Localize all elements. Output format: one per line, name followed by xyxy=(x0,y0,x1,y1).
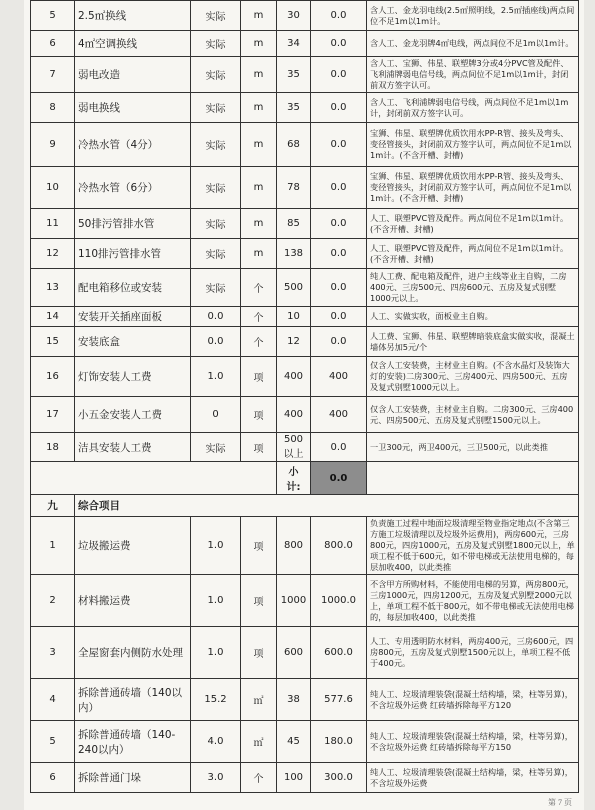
table-row xyxy=(31,397,579,433)
table-row xyxy=(31,307,579,327)
unit: 个 xyxy=(241,763,277,793)
unit: ㎡ xyxy=(241,721,277,763)
quantity-method: 实际 xyxy=(191,1,241,31)
table-row xyxy=(31,269,579,307)
unit: m xyxy=(241,209,277,239)
quotation-table xyxy=(30,0,579,793)
unit: m xyxy=(241,57,277,93)
page-footer: 第 7 页 xyxy=(548,798,572,807)
line-total: 1000.0 xyxy=(311,575,367,627)
item-note: 纯人工、垃圾清理装袋(混凝土结构墙，梁，柱等另算)，不含垃圾外运费 红砖墙拆除每平方120 xyxy=(367,679,579,721)
line-total: 0.0 xyxy=(311,93,367,123)
item-note: 含人工、金龙羽牌4㎡电线，两点间位不足1m以1m计。 xyxy=(367,31,579,57)
row-number: 17 xyxy=(31,397,75,433)
quantity-method: 3.0 xyxy=(191,763,241,793)
unit-price: 500 xyxy=(277,269,311,307)
item-note: 一卫300元，两卫400元，三卫500元，以此类推 xyxy=(367,433,579,462)
unit-price: 100 xyxy=(277,763,311,793)
row-number: 7 xyxy=(31,57,75,93)
quantity-method: 实际 xyxy=(191,31,241,57)
table-row xyxy=(31,721,579,763)
unit-price: 12 xyxy=(277,327,311,357)
table-row xyxy=(31,123,579,167)
table-row xyxy=(31,517,579,575)
table-row xyxy=(31,57,579,93)
item-name: 安装开关插座面板 xyxy=(75,307,191,327)
unit-price: 400 xyxy=(277,397,311,433)
item-note: 宝狮、伟星、联塑牌优质饮用水PP-R管、接头及弯头、变径管接头，封闭前双方签字认可，两点间位不足1m以1m计。(不含开槽、封槽) xyxy=(367,167,579,209)
row-number: 11 xyxy=(31,209,75,239)
line-total: 400 xyxy=(311,357,367,397)
row-number: 5 xyxy=(31,721,75,763)
item-note: 不含甲方所购材料，不能使用电梯的另算，两房800元，三房1000元，四房1200元，五房及复式别墅2000元以上，单项工程不低于800元，如不带电梯或无法使用电梯的，每层加收400，以此类推 xyxy=(367,575,579,627)
table-row xyxy=(31,209,579,239)
unit-price: 68 xyxy=(277,123,311,167)
item-note: 含人工、飞利浦牌弱电信号线，两点间位不足1m以1m计，封闭前双方签字认可。 xyxy=(367,93,579,123)
unit-price: 400 xyxy=(277,357,311,397)
unit-price: 35 xyxy=(277,57,311,93)
unit: 项 xyxy=(241,357,277,397)
quantity-method: 1.0 xyxy=(191,627,241,679)
subtotal-value: 0.0 xyxy=(311,462,367,495)
row-number: 2 xyxy=(31,575,75,627)
electric-plumbing-rows xyxy=(31,1,579,462)
unit: 个 xyxy=(241,307,277,327)
item-name: 材料搬运费 xyxy=(75,575,191,627)
unit-price: 500以上 xyxy=(277,433,311,462)
table-row xyxy=(31,763,579,793)
item-name: 拆除普通门垛 xyxy=(75,763,191,793)
table-row xyxy=(31,327,579,357)
row-number: 16 xyxy=(31,357,75,397)
unit: 个 xyxy=(241,327,277,357)
line-total: 0.0 xyxy=(311,167,367,209)
table-row xyxy=(31,93,579,123)
item-note: 宝狮、伟星、联塑牌优质饮用水PP-R管、接头及弯头、变径管接头，封闭前双方签字认可，两点间位不足1m以1m计。(不含开槽、封槽) xyxy=(367,123,579,167)
unit-price: 38 xyxy=(277,679,311,721)
table-row xyxy=(31,167,579,209)
table-row xyxy=(31,627,579,679)
unit: 项 xyxy=(241,433,277,462)
item-note: 仅含人工安装费，主材业主自购。二房300元、三房400元、四房500元、五房及复式别墅1500元以上。 xyxy=(367,397,579,433)
line-total: 600.0 xyxy=(311,627,367,679)
unit-price: 600 xyxy=(277,627,311,679)
quantity-method: 实际 xyxy=(191,209,241,239)
table-row xyxy=(31,31,579,57)
item-name: 弱电换线 xyxy=(75,93,191,123)
row-number: 3 xyxy=(31,627,75,679)
row-number: 13 xyxy=(31,269,75,307)
unit: 项 xyxy=(241,397,277,433)
quantity-method: 实际 xyxy=(191,167,241,209)
line-total: 300.0 xyxy=(311,763,367,793)
quantity-method: 0.0 xyxy=(191,307,241,327)
item-name: 拆除普通砖墙（140以内） xyxy=(75,679,191,721)
unit-price: 30 xyxy=(277,1,311,31)
item-note: 纯人工、垃圾清理装袋(混凝土结构墙，梁，柱等另算)，不含垃圾外运费 红砖墙拆除每平方150 xyxy=(367,721,579,763)
item-name: 安装底盒 xyxy=(75,327,191,357)
unit: 项 xyxy=(241,517,277,575)
row-number: 8 xyxy=(31,93,75,123)
row-number: 12 xyxy=(31,239,75,269)
item-note: 纯人工费、配电箱及配件，进户主线等业主自购，二房400元、三房500元、四房600元、五房及复式别墅1000元以上。 xyxy=(367,269,579,307)
quantity-method: 实际 xyxy=(191,57,241,93)
line-total: 0.0 xyxy=(311,433,367,462)
quantity-method: 1.0 xyxy=(191,575,241,627)
item-name: 50排污管排水管 xyxy=(75,209,191,239)
quantity-method: 实际 xyxy=(191,123,241,167)
item-name: 垃圾搬运费 xyxy=(75,517,191,575)
quantity-method: 实际 xyxy=(191,433,241,462)
item-name: 2.5㎡换线 xyxy=(75,1,191,31)
subtotal-row xyxy=(31,462,579,517)
line-total: 0.0 xyxy=(311,209,367,239)
item-note: 仅含人工安装费，主材业主自购。(不含水晶灯及装饰大灯的安装)二房300元、三房400元、四房500元、五房及复式别墅1000元以上。 xyxy=(367,357,579,397)
unit: 个 xyxy=(241,269,277,307)
line-total: 0.0 xyxy=(311,327,367,357)
unit-price: 800 xyxy=(277,517,311,575)
row-number: 4 xyxy=(31,679,75,721)
row-number: 15 xyxy=(31,327,75,357)
line-total: 0.0 xyxy=(311,269,367,307)
row-number: 6 xyxy=(31,31,75,57)
item-name: 配电箱移位或安装 xyxy=(75,269,191,307)
row-number: 5 xyxy=(31,1,75,31)
table-row xyxy=(31,357,579,397)
unit: m xyxy=(241,31,277,57)
unit: m xyxy=(241,93,277,123)
section-title: 综合项目 xyxy=(75,495,579,517)
item-name: 110排污管排水管 xyxy=(75,239,191,269)
quantity-method: 1.0 xyxy=(191,357,241,397)
unit-price: 45 xyxy=(277,721,311,763)
general-items-rows xyxy=(31,517,579,793)
unit: 项 xyxy=(241,627,277,679)
line-total: 180.0 xyxy=(311,721,367,763)
item-note: 人工、联塑PVC管及配件。两点间位不足1m以1m计。(不含开槽、封槽) xyxy=(367,209,579,239)
line-total: 0.0 xyxy=(311,307,367,327)
quantity-method: 1.0 xyxy=(191,517,241,575)
item-note: 负责施工过程中地面垃圾清理至物业指定地点(不含第三方施工垃圾清理以及垃圾外运费用)，两房600元，三房800元，四房1000元，五房及复式别墅1800元以上，单项工程不低于600元，如不带电梯或无法使用电梯的，每层加收400，以此类推 xyxy=(367,517,579,575)
item-name: 小五金安装人工费 xyxy=(75,397,191,433)
table-row xyxy=(31,239,579,269)
line-total: 0.0 xyxy=(311,1,367,31)
quantity-method: 0.0 xyxy=(191,327,241,357)
unit: m xyxy=(241,1,277,31)
unit-price: 138 xyxy=(277,239,311,269)
item-name: 冷热水管（6分） xyxy=(75,167,191,209)
table-row xyxy=(31,433,579,462)
table-row xyxy=(31,1,579,31)
unit: ㎡ xyxy=(241,679,277,721)
unit: m xyxy=(241,239,277,269)
subtotal-label: 小 计: xyxy=(277,462,311,495)
section-number: 九 xyxy=(31,495,75,517)
quantity-method: 实际 xyxy=(191,269,241,307)
item-note: 人工费、宝狮、伟星、联塑牌暗装底盒实做实收，混凝土墙体另加5元/个 xyxy=(367,327,579,357)
item-note: 纯人工、垃圾清理装袋(混凝土结构墙，梁，柱等另算)，不含垃圾外运费 xyxy=(367,763,579,793)
row-number: 6 xyxy=(31,763,75,793)
item-note: 人工、联塑PVC管及配件，两点间位不足1m以1m计。(不含开槽、封槽) xyxy=(367,239,579,269)
quantity-method: 15.2 xyxy=(191,679,241,721)
line-total: 577.6 xyxy=(311,679,367,721)
quantity-method: 0 xyxy=(191,397,241,433)
line-total: 800.0 xyxy=(311,517,367,575)
table-row xyxy=(31,679,579,721)
document-page xyxy=(24,0,584,810)
line-total: 0.0 xyxy=(311,239,367,269)
unit-price: 35 xyxy=(277,93,311,123)
unit: m xyxy=(241,167,277,209)
quantity-method: 实际 xyxy=(191,93,241,123)
unit-price: 10 xyxy=(277,307,311,327)
row-number: 18 xyxy=(31,433,75,462)
line-total: 400 xyxy=(311,397,367,433)
row-number: 10 xyxy=(31,167,75,209)
item-name: 拆除普通砖墙（140-240以内） xyxy=(75,721,191,763)
row-number: 14 xyxy=(31,307,75,327)
unit-price: 1000 xyxy=(277,575,311,627)
unit: 项 xyxy=(241,575,277,627)
item-note: 人工、实做实收，面板业主自购。 xyxy=(367,307,579,327)
unit-price: 85 xyxy=(277,209,311,239)
item-name: 弱电改造 xyxy=(75,57,191,93)
item-note: 人工、专用透明防水材料，两房400元，三房600元，四房800元，五房及复式别墅1500元以上，单项工程不低于400元。 xyxy=(367,627,579,679)
item-note: 含人工、宝狮、伟星、联塑牌3分或4分PVC管及配件、飞利浦牌弱电信号线，两点间位不足1m以1m计，封闭前双方签字认可。 xyxy=(367,57,579,93)
item-name: 灯饰安装人工费 xyxy=(75,357,191,397)
item-name: 洁具安装人工费 xyxy=(75,433,191,462)
row-number: 9 xyxy=(31,123,75,167)
unit-price: 34 xyxy=(277,31,311,57)
item-note: 含人工、金龙羽电线(2.5㎡照明线，2.5㎡插座线)两点间位不足1m以1m计。 xyxy=(367,1,579,31)
quantity-method: 4.0 xyxy=(191,721,241,763)
line-total: 0.0 xyxy=(311,123,367,167)
table-row xyxy=(31,575,579,627)
row-number: 1 xyxy=(31,517,75,575)
unit: m xyxy=(241,123,277,167)
item-name: 冷热水管（4分） xyxy=(75,123,191,167)
line-total: 0.0 xyxy=(311,57,367,93)
item-name: 全屋窗套内侧防水处理 xyxy=(75,627,191,679)
item-name: 4㎡空调换线 xyxy=(75,31,191,57)
line-total: 0.0 xyxy=(311,31,367,57)
quantity-method: 实际 xyxy=(191,239,241,269)
unit-price: 78 xyxy=(277,167,311,209)
